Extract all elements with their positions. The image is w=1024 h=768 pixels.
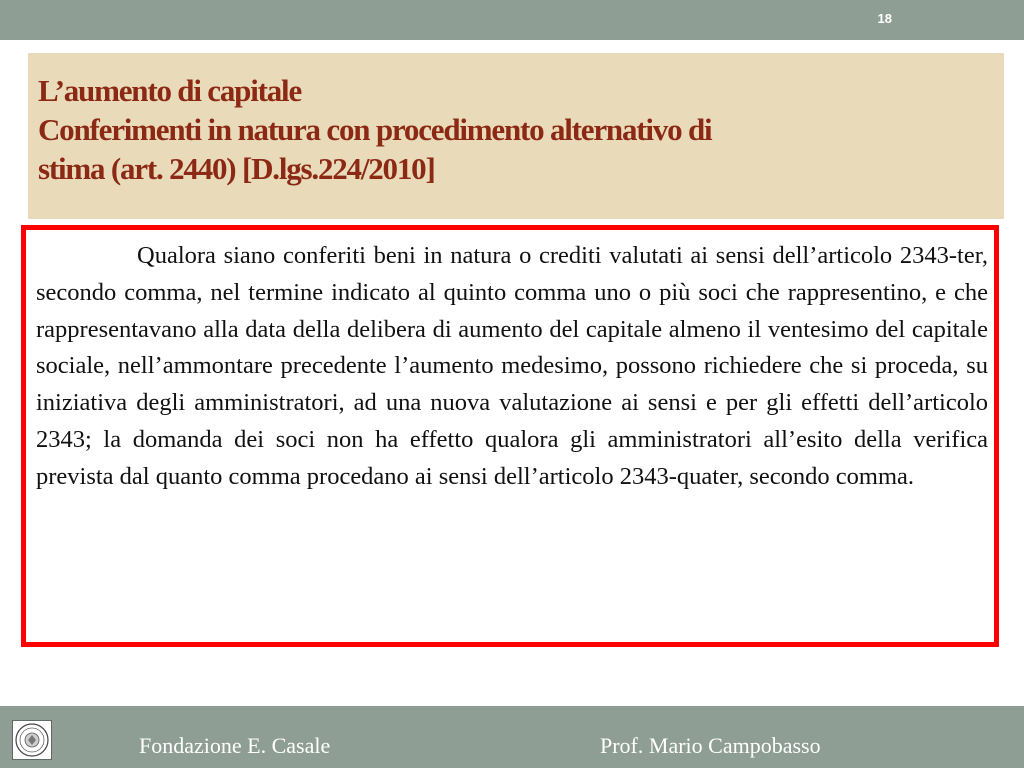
- body-paragraph: Qualora siano conferiti beni in natura o crediti valutati ai sensi dell’articolo 2343-ter, secondo comma, nel termine indicato al quinto comma uno o più soci che rappresentino, e che rappresentavano alla data della delibera di aumento del capitale almeno il ventesimo del capitale sociale, nell’ammontare precedente l’aumento medesimo, possono richiedere che si proceda, su iniziativa degli amministratori, ad una nuova valutazione ai sensi e per gli effetti dell’articolo 2343; la domanda dei soci non ha effetto qualora gli amministratori all’esito della verifica prevista dal quanto comma procedano ai sensi dell’articolo 2343-quater, secondo comma.: [36, 242, 988, 490]
- slide-title: [38, 71, 988, 188]
- title-box: [28, 53, 1004, 219]
- footer-author: Prof. Mario Campobasso: [600, 733, 821, 758]
- title-line-3: stima (art. 2440) [D.lgs.224/2010]: [38, 151, 435, 186]
- footer-institution: Fondazione E. Casale: [139, 733, 331, 758]
- bottom-bar: [0, 706, 1024, 768]
- title-line-2: Conferimenti in natura con procedimento alternativo di: [38, 112, 712, 147]
- top-bar: [0, 0, 1024, 40]
- seal-logo-icon: [12, 720, 52, 760]
- page-number: 18: [877, 11, 892, 26]
- content-box: [21, 225, 999, 647]
- title-line-1: L’aumento di capitale: [38, 73, 302, 108]
